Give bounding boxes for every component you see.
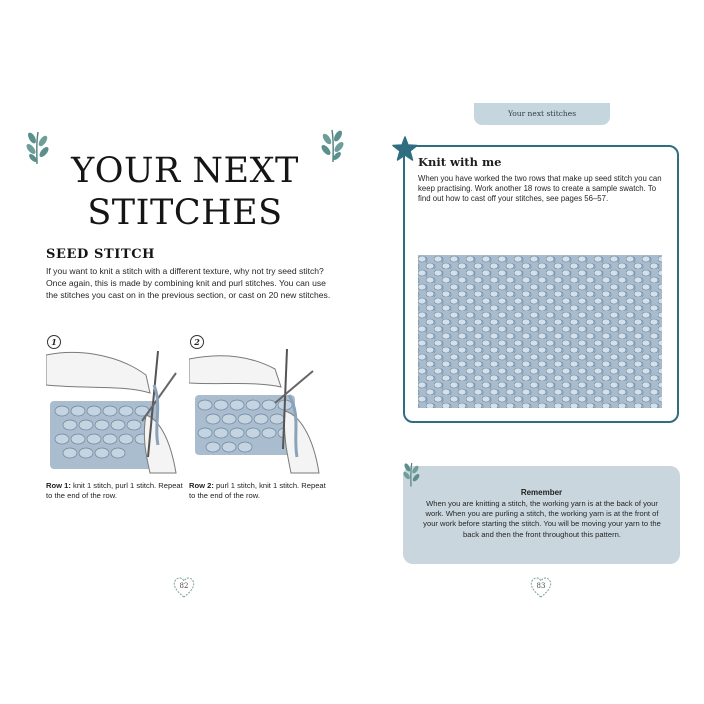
right-page [352, 0, 704, 704]
page-number-82 [171, 574, 197, 600]
running-head-tab: Your next stitches [474, 103, 610, 125]
step-1-caption [46, 481, 186, 501]
leaf-sprig-icon [400, 460, 422, 488]
remember-title: Remember [520, 488, 563, 497]
title-line-1: YOUR NEXT [71, 151, 299, 191]
leaf-sprig-icon [22, 128, 52, 166]
step-1-illustration [46, 345, 182, 475]
step-2-caption [189, 481, 329, 501]
step-number-1: 1 [47, 335, 61, 349]
seed-stitch-swatch-image [418, 255, 662, 408]
page-number-83 [528, 574, 554, 600]
page-title [60, 150, 310, 234]
knit-with-me-text: When you have worked the two rows that make up seed stitch you can keep practising. Work another 18 rows to create a sample swatch. To find out how to cast off your stitches, see pages 56–57. [418, 174, 662, 204]
star-icon [392, 136, 418, 162]
page-number-text: 82 [179, 582, 189, 590]
knit-with-me-title: Knit with me [418, 155, 502, 169]
leaf-sprig-icon [318, 126, 348, 164]
step-2-illustration [189, 345, 325, 475]
step-1-caption-text: knit 1 stitch, purl 1 stitch. Repeat to the end of the row. [46, 481, 183, 500]
title-line-2: STITCHES [87, 193, 283, 233]
step-2-caption-text: purl 1 stitch, knit 1 stitch. Repeat to the end of the row. [189, 481, 326, 500]
page-number-text: 83 [536, 582, 546, 590]
step-number-2: 2 [190, 335, 204, 349]
step-2-caption-label: Row 2: [189, 481, 214, 490]
section-intro-text: If you want to knit a stitch with a different texture, why not try seed stitch? Once again, this is made by combining knit and purl stitches. You can use the stitches you cast on in the previous section, or cast on 20 new stitches. [46, 266, 331, 300]
step-1-caption-label: Row 1: [46, 481, 71, 490]
remember-text: When you are knitting a stitch, the working yarn is at the back of your work. When you are purling a stitch, the working yarn is at the front of your work before starting the stitch. You will be moving your yarn to the back and then the front throughout this pattern. [423, 499, 661, 539]
section-heading: SEED STITCH [46, 247, 156, 262]
